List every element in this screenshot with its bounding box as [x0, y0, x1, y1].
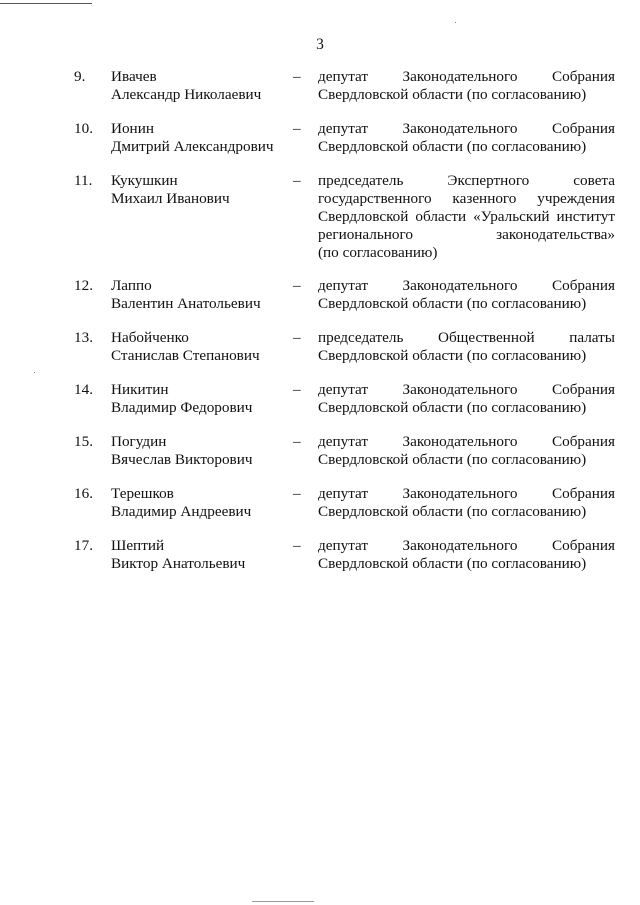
- dash-separator: –: [293, 172, 301, 189]
- item-number: 12.: [74, 277, 93, 294]
- member-surname: Шептий: [111, 537, 165, 554]
- item-number: 10.: [74, 120, 93, 137]
- member-name: [111, 537, 286, 573]
- member-surname: Ионин: [111, 120, 154, 137]
- dash-separator: –: [293, 277, 301, 294]
- role-line: депутат Законодательного Собрания: [318, 485, 615, 502]
- role-line: депутат Законодательного Собрания: [318, 381, 615, 398]
- dash-separator: –: [293, 485, 301, 502]
- scan-speck: [455, 22, 456, 23]
- member-name: [111, 433, 286, 469]
- member-given-names: Виктор Анатольевич: [111, 555, 246, 572]
- role-line: председатель Общественной палаты: [318, 329, 615, 346]
- role-line: Свердловской области (по согласованию): [318, 451, 587, 468]
- page-number: 3: [316, 36, 324, 53]
- role-line: (по согласованию): [318, 244, 438, 261]
- member-surname: Набойченко: [111, 329, 189, 346]
- role-line: Свердловской области (по согласованию): [318, 138, 587, 155]
- role-line: Свердловской области (по согласованию): [318, 503, 587, 520]
- dash-separator: –: [293, 68, 301, 85]
- member-name: [111, 485, 286, 521]
- member-surname: Погудин: [111, 433, 167, 450]
- member-role: [318, 485, 615, 521]
- dash-separator: –: [293, 433, 301, 450]
- member-surname: Терешков: [111, 485, 174, 502]
- role-line: Свердловской области (по согласованию): [318, 86, 587, 103]
- item-number: 13.: [74, 329, 93, 346]
- scan-speck: [34, 372, 35, 373]
- member-role: [318, 68, 615, 104]
- member-name: [111, 120, 286, 156]
- dash-separator: –: [293, 537, 301, 554]
- dash-separator: –: [293, 120, 301, 137]
- member-given-names: Дмитрий Александрович: [111, 138, 274, 155]
- member-name: [111, 68, 286, 104]
- role-line: Свердловской области (по согласованию): [318, 399, 587, 416]
- member-name: [111, 172, 286, 208]
- top-rule: [0, 3, 92, 4]
- role-line: Свердловской области (по согласованию): [318, 555, 587, 572]
- role-line: депутат Законодательного Собрания: [318, 68, 615, 85]
- member-given-names: Владимир Андреевич: [111, 503, 252, 520]
- member-name: [111, 381, 286, 417]
- role-line: председатель Экспертного совета: [318, 172, 615, 189]
- member-surname: Никитин: [111, 381, 169, 398]
- bottom-scan-marks: [252, 901, 314, 902]
- member-role: [318, 381, 615, 417]
- member-role: [318, 120, 615, 156]
- member-role: [318, 277, 615, 313]
- member-given-names: Владимир Федорович: [111, 399, 253, 416]
- member-surname: Кукушкин: [111, 172, 178, 189]
- member-surname: Ивачев: [111, 68, 157, 85]
- item-number: 9.: [74, 68, 86, 85]
- role-line: депутат Законодательного Собрания: [318, 277, 615, 294]
- role-line: Свердловской области «Уральский институт: [318, 208, 615, 225]
- member-name: [111, 329, 286, 365]
- member-role: [318, 172, 615, 262]
- dash-separator: –: [293, 329, 301, 346]
- member-name: [111, 277, 286, 313]
- dash-separator: –: [293, 381, 301, 398]
- role-line: депутат Законодательного Собрания: [318, 433, 615, 450]
- role-line: Свердловской области (по согласованию): [318, 295, 587, 312]
- role-line: Свердловской области (по согласованию): [318, 347, 587, 364]
- member-role: [318, 537, 615, 573]
- member-role: [318, 433, 615, 469]
- member-given-names: Михаил Иванович: [111, 190, 230, 207]
- member-given-names: Станислав Степанович: [111, 347, 260, 364]
- role-line: государственного казенного учреждения: [318, 190, 615, 207]
- item-number: 15.: [74, 433, 93, 450]
- role-line: депутат Законодательного Собрания: [318, 120, 615, 137]
- item-number: 14.: [74, 381, 93, 398]
- member-role: [318, 329, 615, 365]
- role-line: регионального законодательства»: [318, 226, 615, 243]
- item-number: 16.: [74, 485, 93, 502]
- member-surname: Лаппо: [111, 277, 152, 294]
- item-number: 11.: [74, 172, 93, 189]
- member-given-names: Вячеслав Викторович: [111, 451, 253, 468]
- member-given-names: Валентин Анатольевич: [111, 295, 261, 312]
- role-line: депутат Законодательного Собрания: [318, 537, 615, 554]
- item-number: 17.: [74, 537, 93, 554]
- member-given-names: Александр Николаевич: [111, 86, 262, 103]
